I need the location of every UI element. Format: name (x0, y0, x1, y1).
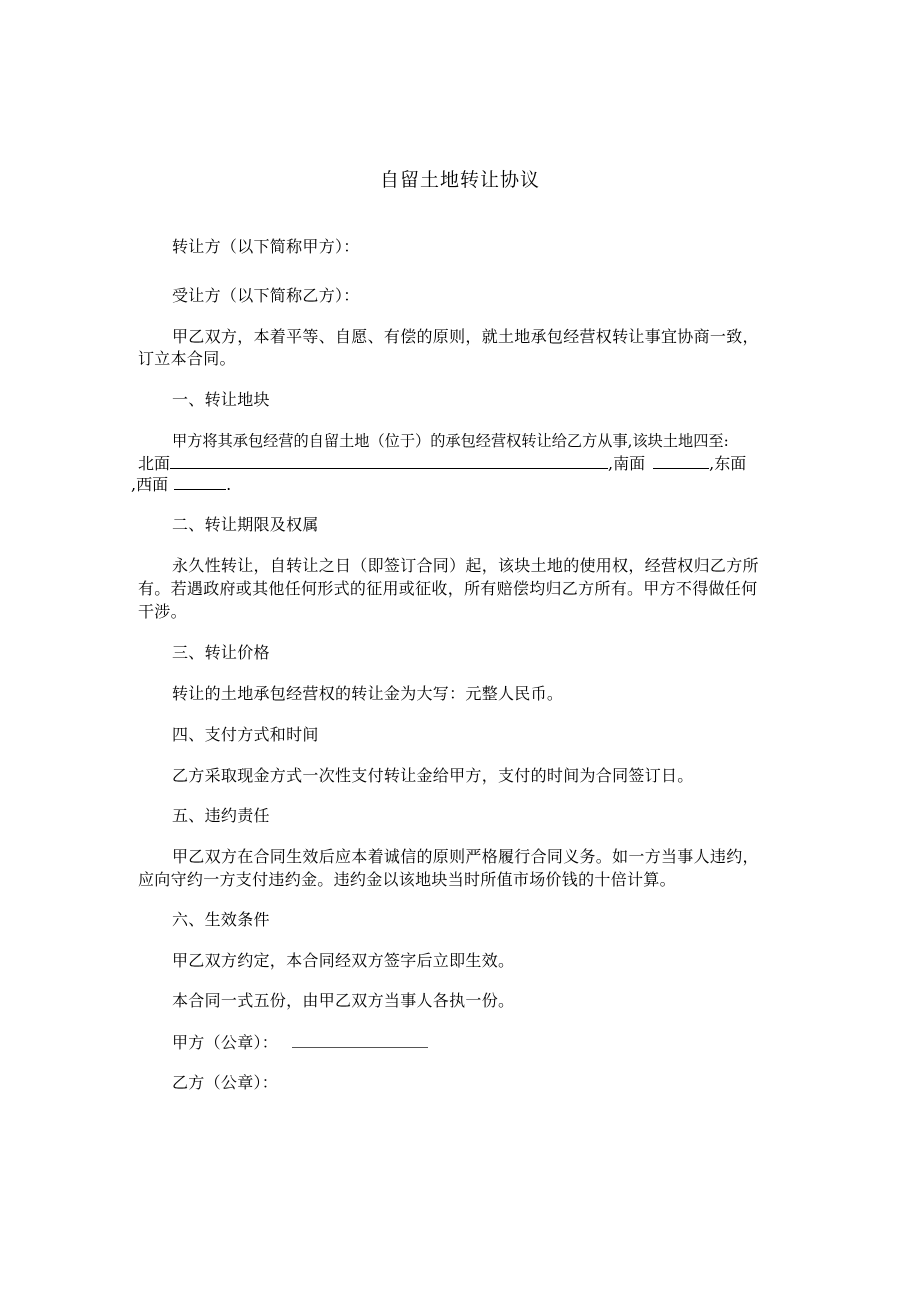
section-5-heading: 五、违约责任 (172, 806, 270, 825)
north-blank (170, 453, 608, 469)
section-2-line-2: 有。若遇政府或其他任何形式的征用或征收，所有赔偿均归乙方所有。甲方不得做任何 (138, 579, 758, 598)
intro-line-1: 甲乙双方，本着平等、自愿、有偿的原则，就土地承包经营权转让事宜协商一致， (172, 327, 759, 346)
south-blank (653, 453, 709, 469)
signature-a-line (172, 1032, 428, 1053)
party-a-line: 转让方（以下简称甲方）： (172, 237, 360, 256)
west-label: ,西面 (131, 475, 169, 494)
section-2-line-1: 永久性转让，自转让之日（即签订合同）起，该块土地的使用权，经营权归乙方所 (172, 556, 759, 575)
section-1-boundaries-line (138, 453, 746, 474)
signature-a-blank (292, 1032, 428, 1048)
document-title: 自留土地转让协议 (379, 169, 540, 191)
section-6-heading: 六、生效条件 (172, 910, 270, 929)
party-b-line: 受让方（以下简称乙方）： (172, 286, 360, 305)
west-end: . (226, 475, 232, 494)
section-1-west-line (131, 474, 231, 495)
signature-a-label: 甲方（公章）： (172, 1033, 279, 1052)
section-4-line-1: 乙方采取现金方式一次性支付转让金给甲方，支付的时间为合同签订日。 (172, 766, 694, 785)
west-blank (174, 474, 226, 490)
north-label: 北面 (138, 454, 171, 473)
section-6-line-2: 本合同一式五份，由甲乙双方当事人各执一份。 (172, 991, 515, 1010)
section-3-heading: 三、转让价格 (172, 643, 270, 662)
east-label: ,东面 (709, 454, 747, 473)
intro-line-2: 订立本合同。 (138, 349, 236, 368)
south-label: ,南面 (608, 454, 646, 473)
section-1-line-1: 甲方将其承包经营的自留土地（位于）的承包经营权转让给乙方从事,该块土地四至: (172, 432, 729, 450)
section-3-line-1: 转让的土地承包经营权的转让金为大写：元整人民币。 (172, 684, 564, 703)
signature-b-line: 乙方（公章）： (172, 1073, 279, 1092)
section-1-heading: 一、转让地块 (172, 390, 270, 409)
section-6-line-1: 甲乙双方约定，本合同经双方签字后立即生效。 (172, 951, 515, 970)
section-2-heading: 二、转让期限及权属 (172, 515, 319, 534)
section-4-heading: 四、支付方式和时间 (172, 725, 319, 744)
section-5-line-2: 应向守约一方支付违约金。违约金以该地块当时所值市场价钱的十倍计算。 (138, 870, 676, 889)
section-5-line-1: 甲乙双方在合同生效后应本着诚信的原则严格履行合同义务。如一方当事人违约， (172, 847, 759, 866)
section-2-line-3: 干涉。 (138, 602, 187, 621)
